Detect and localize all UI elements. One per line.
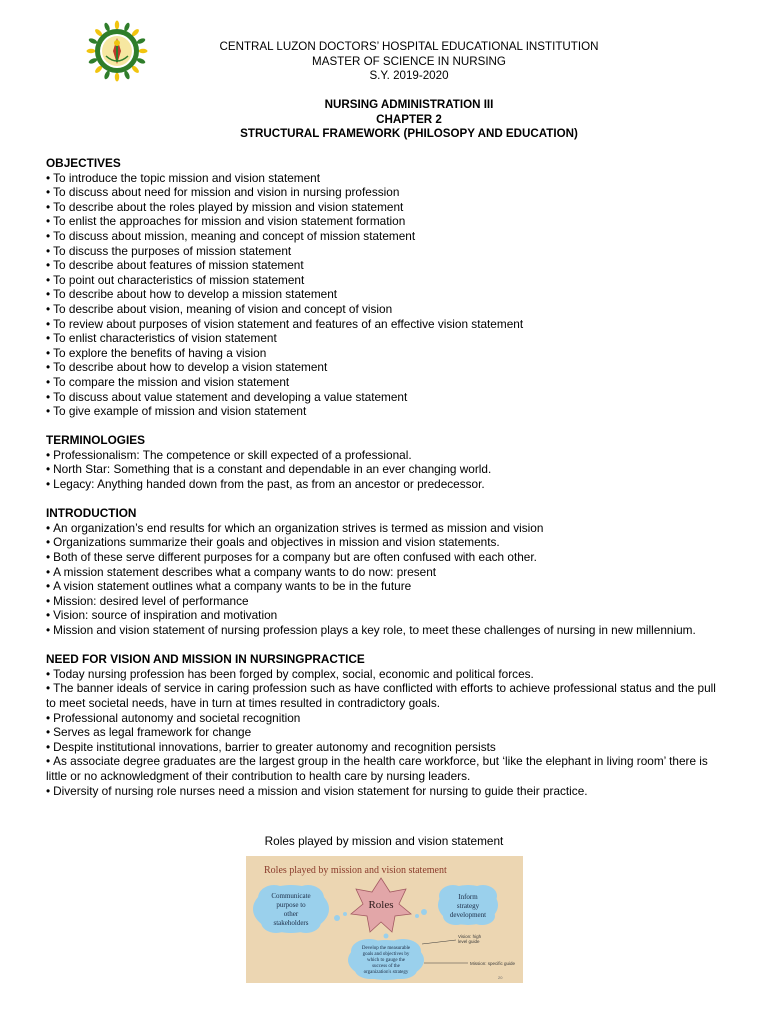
svg-text:level guide: level guide — [458, 939, 480, 944]
bullet-glyph: • — [46, 550, 51, 565]
bullet-text: Professional autonomy and societal recognition — [53, 710, 301, 725]
bullet-text: To explore the benefits of having a vision — [53, 345, 267, 360]
bullet-item — [46, 200, 728, 215]
bullet-glyph: • — [46, 477, 51, 492]
bullet-glyph: • — [46, 520, 51, 535]
bullet-glyph: • — [46, 258, 51, 273]
bullet-text: To describe about how to develop a mission statement — [53, 287, 338, 302]
svg-text:other: other — [283, 910, 299, 918]
bullet-item — [46, 477, 728, 492]
figure-caption: Roles played by mission and vision statement — [264, 834, 504, 848]
bullet-text: To describe about how to develop a vision statement — [53, 360, 328, 375]
svg-text:goals and objectives by: goals and objectives by — [362, 952, 410, 957]
roles-diagram — [246, 856, 523, 983]
diagram-title: Roles played by mission and vision statement — [264, 865, 447, 876]
bullet-text: Today nursing profession has been forged by complex, social, economic and political forces. — [53, 666, 534, 681]
bullet-item — [46, 346, 728, 361]
thought-dot — [421, 909, 427, 915]
bullet-item — [46, 390, 728, 405]
bullet-glyph: • — [46, 345, 51, 360]
bullet-item — [46, 214, 728, 229]
roles-label: Roles — [368, 899, 394, 911]
bullet-text: Diversity of nursing role nurses need a mission and vision statement for nursing to guide their practice. — [53, 783, 588, 798]
section-heading: INTRODUCTION — [46, 506, 137, 521]
program-name: MASTER OF SCIENCE IN NURSING — [312, 54, 506, 68]
bullet-item — [46, 360, 728, 375]
bullet-glyph: • — [46, 331, 51, 346]
bullet-text: Mission and vision statement of nursing profession plays a key role, to meet these challenges of nursing in new millennium. — [53, 623, 696, 637]
thought-dot — [415, 914, 419, 918]
bullet-item — [46, 404, 728, 419]
vision-note — [458, 934, 482, 944]
bullet-text: A vision statement outlines what a company wants to be in the future — [53, 579, 412, 594]
bullet-item — [46, 185, 728, 200]
bullet-glyph: • — [46, 360, 51, 375]
bullet-text: To enlist the approaches for mission and vision statement formation — [53, 214, 406, 229]
bullet-text: To introduce the topic mission and vision statement — [53, 170, 321, 185]
document-title — [150, 98, 668, 142]
bullet-text: Organizations summarize their goals and objectives in mission and vision statements. — [53, 535, 500, 550]
bullet-item — [46, 681, 728, 710]
bullet-text: Both of these serve different purposes for a company but are often confused with each other. — [53, 550, 537, 565]
bullet-glyph: • — [46, 535, 51, 550]
bullet-glyph: • — [46, 739, 51, 754]
bullet-glyph: • — [46, 301, 51, 316]
institution-logo — [86, 20, 148, 82]
bullet-item — [46, 448, 728, 463]
bullet-text: An organization’s end results for which an organization strives is termed as mission and vision — [53, 520, 544, 535]
bullet-item — [46, 244, 728, 259]
bullet-item — [46, 287, 728, 302]
bullet-item — [46, 273, 728, 288]
bullet-text: Vision: source of inspiration and motivation — [53, 608, 278, 623]
bullet-glyph: • — [46, 374, 51, 389]
bullet-glyph: • — [46, 608, 51, 623]
section-introduction — [46, 506, 728, 637]
bullet-item — [46, 317, 728, 332]
bullet-item — [46, 667, 728, 682]
bullet-item — [46, 623, 728, 638]
thought-dot — [384, 934, 389, 939]
chapter-title: STRUCTURAL FRAMEWORK (PHILOSOPY AND EDUCATION) — [240, 127, 578, 140]
bullet-text: The banner ideals of service in caring profession such as have conflicted with efforts to achieve professional status and the pull to meet societal needs, have in turn at times resulted in contradictory goals. — [46, 681, 716, 710]
bullet-text: To describe about the roles played by mission and vision statement — [53, 199, 404, 214]
bullet-glyph: • — [46, 666, 51, 681]
bullet-text: To give example of mission and vision statement — [53, 404, 307, 419]
svg-text:Vision: high: Vision: high — [458, 934, 482, 939]
logo-petal — [115, 21, 119, 30]
bullet-item — [46, 579, 728, 594]
bullet-item — [46, 331, 728, 346]
bullet-glyph: • — [46, 725, 51, 740]
bullet-text: As associate degree graduates are the largest group in the health care workforce, but ‘like the elephant in living room’ there is little or no acknowledgment of their contribution to health care by nursing leaders. — [46, 754, 708, 783]
bullet-glyph: • — [46, 579, 51, 594]
bullet-glyph: • — [46, 564, 51, 579]
bullet-text: To point out characteristics of mission statement — [53, 272, 305, 287]
bullet-text: To discuss about need for mission and vision in nursing profession — [53, 185, 400, 200]
page-mark: 20 — [498, 975, 503, 980]
section-objectives — [46, 156, 728, 419]
bullet-text: North Star: Something that is a constant and dependable in an ever changing world. — [53, 462, 492, 477]
bullet-text: To describe about features of mission statement — [53, 258, 304, 273]
bullet-item — [46, 550, 728, 565]
svg-text:organization's strategy: organization's strategy — [363, 970, 409, 975]
bullet-item — [46, 258, 728, 273]
bullet-item — [46, 462, 728, 477]
bullet-text: Mission: desired level of performance — [53, 593, 249, 608]
section-heading: NEED FOR VISION AND MISSION IN NURSINGPRACTICE — [46, 652, 365, 667]
svg-text:purpose to: purpose to — [276, 901, 306, 909]
develop-text — [362, 946, 411, 975]
bullet-text: To discuss the purposes of mission statement — [53, 243, 292, 258]
bullet-glyph: • — [46, 447, 51, 462]
bullet-item — [46, 740, 728, 755]
bullet-glyph: • — [46, 681, 51, 696]
bullet-glyph: • — [46, 593, 51, 608]
bullet-item — [46, 375, 728, 390]
bullet-glyph: • — [46, 287, 51, 302]
logo-petal — [87, 49, 96, 53]
svg-text:success of the: success of the — [372, 964, 400, 969]
bullet-item — [46, 784, 728, 799]
bullet-glyph: • — [46, 185, 51, 200]
thought-dot — [343, 912, 347, 916]
bullet-glyph: • — [46, 199, 51, 214]
document-body — [46, 156, 728, 813]
bullet-text: Despite institutional innovations, barrier to greater autonomy and recognition persists — [53, 739, 496, 754]
logo-petal — [139, 49, 148, 53]
bullet-glyph: • — [46, 272, 51, 287]
bullet-item — [46, 594, 728, 609]
bullet-item — [46, 535, 728, 550]
bullet-item — [46, 725, 728, 740]
bullet-item — [46, 302, 728, 317]
course-title: NURSING ADMINISTRATION III — [324, 98, 494, 111]
school-year: S.Y. 2019-2020 — [369, 69, 449, 82]
svg-text:Develop the measurable: Develop the measurable — [361, 946, 411, 951]
svg-text:stakeholders: stakeholders — [273, 919, 309, 927]
bullet-glyph: • — [46, 389, 51, 404]
bullet-item — [46, 521, 728, 536]
svg-text:development: development — [449, 911, 487, 919]
bullet-item — [46, 565, 728, 580]
institution-header — [150, 40, 668, 84]
bullet-text: To describe about vision, meaning of vision and concept of vision — [53, 301, 393, 316]
bullet-glyph: • — [46, 710, 51, 725]
bullet-glyph: • — [46, 228, 51, 243]
bullet-text: To discuss about mission, meaning and concept of mission statement — [53, 228, 416, 243]
bullet-text: To discuss about value statement and developing a value statement — [53, 389, 408, 404]
bullet-glyph: • — [46, 316, 51, 331]
bullet-glyph: • — [46, 214, 51, 229]
section-heading: TERMINOLOGIES — [46, 433, 145, 448]
bullet-text: Legacy: Anything handed down from the past, as from an ancestor or predecessor. — [53, 477, 485, 492]
chapter-label: CHAPTER 2 — [376, 112, 442, 126]
section-heading: OBJECTIVES — [46, 156, 121, 170]
bullet-text: A mission statement describes what a company wants to do now: present — [53, 564, 437, 579]
bullet-text: Serves as legal framework for change — [53, 725, 252, 740]
bullet-item — [46, 171, 728, 186]
bullet-item — [46, 754, 728, 783]
bullet-glyph: • — [46, 783, 51, 798]
mission-note: Mission: specific guide — [470, 961, 516, 966]
institution-name: CENTRAL LUZON DOCTORS’ HOSPITAL EDUCATIONAL INSTITUTION — [219, 40, 599, 53]
bullet-glyph: • — [46, 170, 51, 185]
bullet-glyph: • — [46, 754, 51, 769]
bullet-text: To compare the mission and vision statement — [53, 374, 290, 389]
section-need-for-vision-and-mission-in-nursingpractice — [46, 652, 728, 798]
bullet-glyph: • — [46, 623, 51, 637]
bullet-text: To enlist characteristics of vision statement — [53, 331, 277, 346]
thought-dot — [334, 915, 340, 921]
bullet-glyph: • — [46, 462, 51, 477]
bullet-item — [46, 608, 728, 623]
svg-text:Communicate: Communicate — [271, 892, 311, 900]
logo-petal — [115, 73, 119, 82]
bullet-text: To review about purposes of vision statement and features of an effective vision statement — [53, 316, 524, 331]
svg-text:which to gauge the: which to gauge the — [367, 958, 405, 963]
svg-text:strategy: strategy — [456, 902, 480, 910]
bullet-glyph: • — [46, 404, 51, 419]
bullet-item — [46, 229, 728, 244]
svg-text:Inform: Inform — [458, 893, 478, 901]
bullet-glyph: • — [46, 243, 51, 258]
bullet-text: Professionalism: The competence or skill expected of a professional. — [53, 447, 412, 462]
section-terminologies — [46, 433, 728, 491]
bullet-item — [46, 711, 728, 726]
